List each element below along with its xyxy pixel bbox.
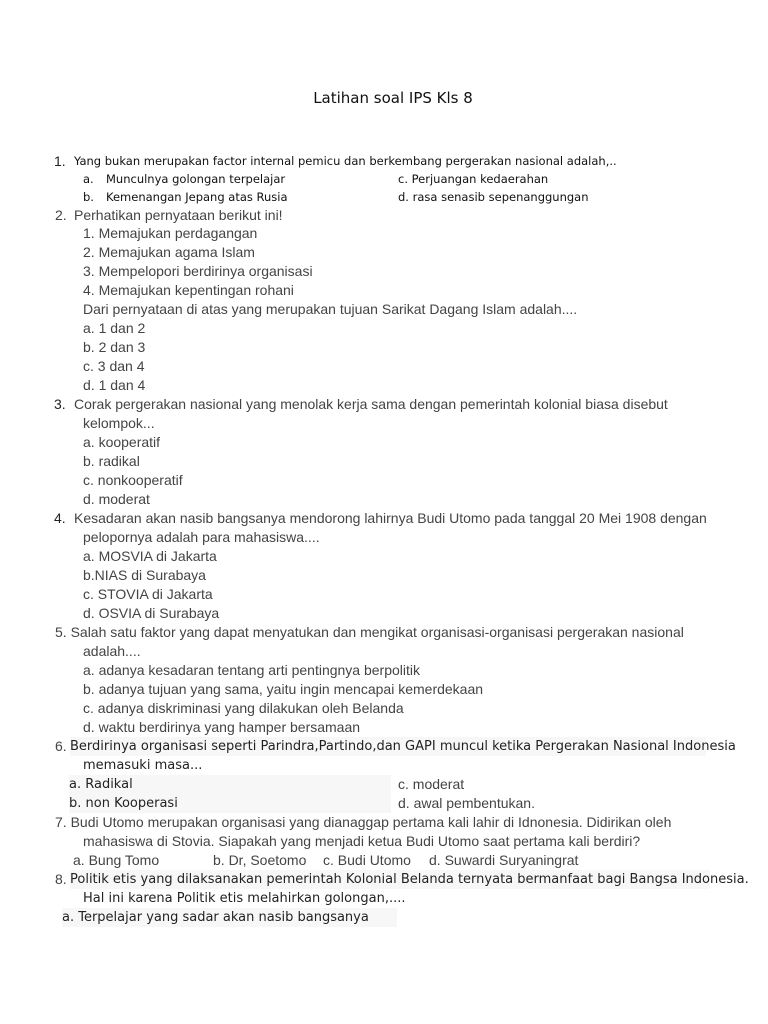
q8-number: 8. <box>55 871 67 887</box>
q2-number: 2. <box>55 207 67 223</box>
q1-option-a-letter: a. <box>83 172 94 186</box>
q7-option-b: b. Dr, Soetomo <box>213 852 307 868</box>
q7-option-d: d. Suwardi Suryaningrat <box>429 852 579 868</box>
q1-text: Yang bukan merupakan factor internal pemicu dan berkembang pergerakan nasional adalah,.. <box>74 154 617 168</box>
q5-text: 5. Salah satu faktor yang dapat menyatukan dan mengikat organisasi-organisasi pergerakan nasional <box>55 624 684 640</box>
q5-option-b: b. adanya tujuan yang sama, yaitu ingin mencapai kemerdekaan <box>83 681 484 697</box>
q1-option-b: Kemenangan Jepang atas Rusia <box>106 190 288 204</box>
q2-item: 4. Memajukan kepentingan rohani <box>83 282 294 298</box>
q2-option-b: b. 2 dan 3 <box>83 339 146 355</box>
q3-number: 3. <box>54 396 66 412</box>
q3-option-a: a. kooperatif <box>83 434 161 450</box>
q5-text-continued: adalah.... <box>83 643 141 659</box>
q5-option-a: a. adanya kesadaran tentang arti pentingnya berpolitik <box>83 662 421 678</box>
q6-number: 6. <box>55 738 67 754</box>
q6-option-b: b. non Kooperasi <box>69 794 391 813</box>
q6-option-d: d. awal pembentukan. <box>398 795 535 811</box>
q6-text-continued: memasuki masa... <box>83 758 203 773</box>
q3-option-d: d. moderat <box>83 491 150 507</box>
q3-text: Corak pergerakan nasional yang menolak kerja sama dengan pemerintah kolonial biasa disebut <box>74 396 668 412</box>
q4-option-d: d. OSVIA di Surabaya <box>83 605 220 621</box>
q3-text-continued: kelompok... <box>83 415 155 431</box>
q4-option-c: c. STOVIA di Jakarta <box>83 586 213 602</box>
q2-item: 2. Memajukan agama Islam <box>83 244 255 260</box>
q1-number: 1. <box>54 153 66 169</box>
q2-option-c: c. 3 dan 4 <box>83 358 145 374</box>
q2-option-d: d. 1 dan 4 <box>83 377 146 393</box>
q4-text-continued: pelopornya adalah para mahasiswa.... <box>83 529 320 545</box>
page-title: Latihan soal IPS Kls 8 <box>313 89 473 107</box>
q4-option-b: b.NIAS di Surabaya <box>83 567 206 583</box>
q4-number: 4. <box>54 510 66 526</box>
q6-text: Berdirinya organisasi seperti Parindra,Partindo,dan GAPI muncul ketika Pergerakan Nasional Indonesia <box>70 739 736 754</box>
q7-option-c: c. Budi Utomo <box>323 852 411 868</box>
q1-option-a: Munculnya golongan terpelajar <box>106 172 286 186</box>
q6-option-c: c. moderat <box>398 776 465 792</box>
q7-option-a: a. Bung Tomo <box>73 852 160 868</box>
q8-option-a: a. Terpelajar yang sadar akan nasib bangsanya <box>62 908 397 927</box>
q4-text: Kesadaran akan nasib bangsanya mendorong lahirnya Budi Utomo pada tanggal 20 Mei 1908 dengan <box>74 510 707 526</box>
q3-option-c: c. nonkooperatif <box>83 472 183 488</box>
q5-option-d: d. waktu berdirinya yang hamper bersamaan <box>83 719 361 735</box>
q2-option-a: a. 1 dan 2 <box>83 320 146 336</box>
q7-text-continued: mahasiswa di Stovia. Siapakah yang menjadi ketua Budi Utomo saat pertama kali berdiri? <box>83 833 641 849</box>
q2-item: 1. Memajukan perdagangan <box>83 225 258 241</box>
q8-text-continued: Hal ini karena Politik etis melahirkan golongan,.... <box>83 891 406 906</box>
q2-text: Perhatikan pernyataan berikut ini! <box>74 207 283 223</box>
q3-option-b: b. radikal <box>83 453 140 469</box>
q4-option-a: a. MOSVIA di Jakarta <box>83 548 217 564</box>
q6-option-a: a. Radikal <box>69 775 391 794</box>
q5-option-c: c. adanya diskriminasi yang dilakukan oleh Belanda <box>83 700 404 716</box>
q8-text: Politik etis yang dilaksanakan pemerintah Kolonial Belanda ternyata bermanfaat bagi Bangsa Indonesia. <box>70 872 749 887</box>
q1-option-d: d. rasa senasib sepenanggungan <box>398 190 589 204</box>
q7-text: 7. Budi Utomo merupakan organisasi yang dianaggap pertama kali lahir di Idnonesia. Didirikan oleh <box>55 814 672 830</box>
q1-option-c: c. Perjuangan kedaerahan <box>398 172 549 186</box>
q2-item: 3. Mempelopori berdirinya organisasi <box>83 263 313 279</box>
q2-prompt: Dari pernyataan di atas yang merupakan tujuan Sarikat Dagang Islam adalah.... <box>83 301 578 317</box>
q1-option-b-letter: b. <box>83 190 94 204</box>
